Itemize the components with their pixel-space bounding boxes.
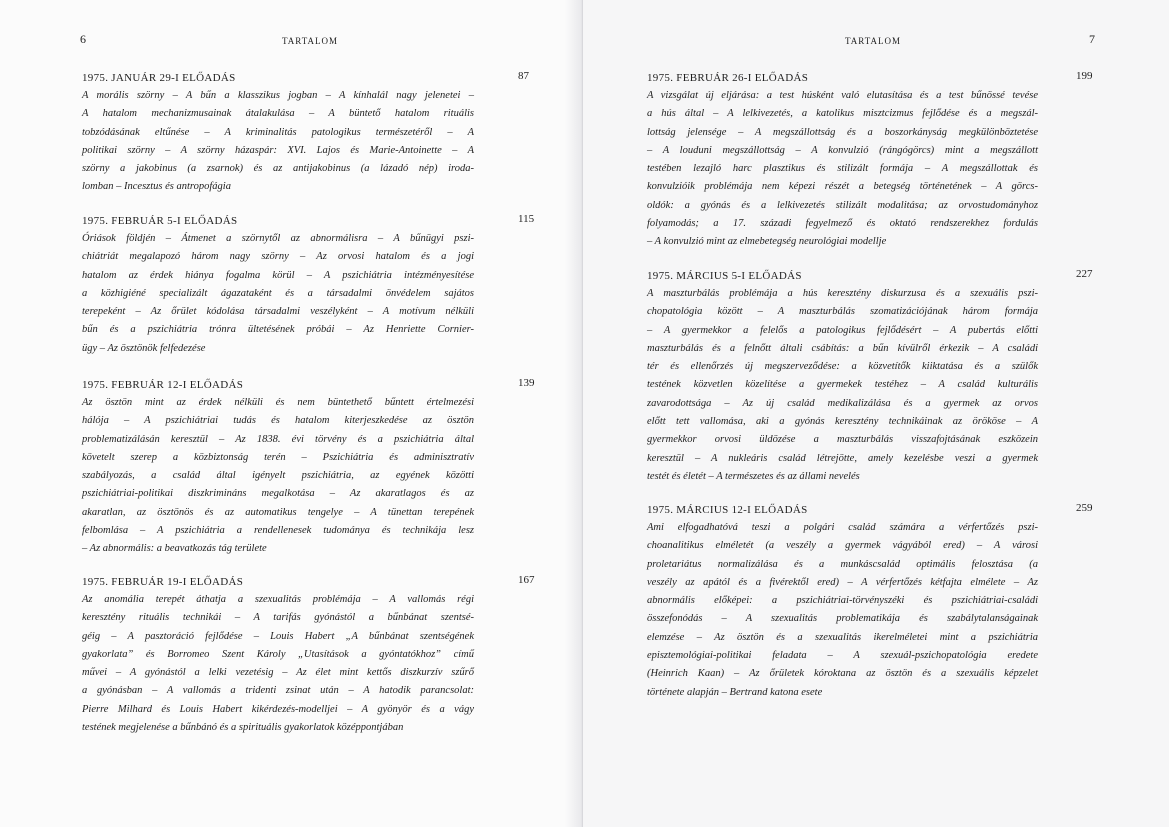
summary-line: tér és ellenőrzés új megszerveződése: a közvetítők kiiktatása és a szülők <box>647 361 1038 373</box>
entry-heading: 1975. MÁRCIUS 12-I ELŐADÁS <box>647 504 808 516</box>
toc-entry <box>647 502 1093 702</box>
summary-line: Az ösztön mint az érdek nélküli és nem büntethető bűntett értelmezési <box>82 397 474 408</box>
summary-line: felbomlása – A pszichiátria a rendellenesek tudománya és technikája lesz <box>82 525 474 537</box>
summary-line: ügy – Az ösztönök felfedezése <box>82 342 206 354</box>
entry-heading: 1975. FEBRUÁR 12-I ELŐADÁS <box>82 379 244 391</box>
summary-line: pszichiátriai-politikai diszkrimináns megalkotása – Az akaratlagos és az <box>82 488 474 500</box>
summary-line: Az anomália terepét áthatja a szexualitás problémája – A vallomás régi <box>82 594 474 605</box>
summary-line: chopatológia között – A maszturbálás szomatizációjának három formája <box>647 306 1038 318</box>
summary-line: keresztény rituális technikái – A tarifás gyónástól a bűnbánat szentsé- <box>82 612 474 624</box>
summary-line: akaratlan, az ösztönös és az automatikus tengelye – A tünettan terepének <box>82 506 474 518</box>
toc-entry <box>82 70 529 197</box>
right-page-number: 7 <box>1089 32 1095 46</box>
summary-line: testében lezajló harc plasztikus és stilizált formája – A megszállottak és <box>647 163 1038 175</box>
summary-line: története alapján – Bertrand katona esete <box>647 686 823 698</box>
summary-line: veszély az apától és a fivérektől ered) – A vérfertőzés kétfajta elmélete – Az <box>647 576 1038 588</box>
toc-entry <box>82 574 535 737</box>
summary-line: a gyónásban – A vallomás a tridenti zsinat után – A hatodik parancsolat: <box>82 685 474 697</box>
summary-line: problematizálásán keresztül – Az 1838. évi törvény és a pszichiátria által <box>82 433 474 445</box>
summary-line: A maszturbálás problémája a hús keresztény diskurzusa és a szexuális pszi- <box>647 288 1038 299</box>
summary-line: chiátriát megalapozó három nagy szörny – Az orvosi hatalom és a jogi <box>82 251 474 263</box>
summary-line: maszturbálás és a felnőtt általi csábítás: a bűn kívülről érkezik – A családi <box>647 342 1038 354</box>
summary-line: abnormális előképei: a pszichiátriai-törvényszéki és pszichiátriai-családi <box>647 595 1038 607</box>
entry-page-number: 139 <box>518 377 535 389</box>
summary-line: testének közvetlen közelítése a gyermekek testéhez – A család kulturális <box>647 379 1038 391</box>
summary-line: terepeként – Az őrület kódolása társadalmi veszélyként – A motívum nélküli <box>82 306 474 318</box>
entry-page-number: 167 <box>518 574 535 586</box>
summary-line: folyamodás; a 17. századi fegyelmező és oktató rendszerekhez fordulás <box>647 218 1038 230</box>
toc-entry <box>647 70 1093 252</box>
left-running-head: TARTALOM <box>282 36 339 46</box>
summary-line: A morális szörny – A bűn a klasszikus jogban – A kínhalál nagy jelenetei – <box>82 90 474 101</box>
entry-summary <box>647 285 1038 486</box>
summary-line: – Az abnormális: a beavatkozás tág területe <box>82 543 267 555</box>
summary-line: a közhigiéné specializált ágazataként és a társadalmi önvédelem sajátos <box>82 287 474 299</box>
summary-line: testének megjelenése a bűnbánó és a spirituális gyakorlatok középpontjában <box>82 722 404 734</box>
summary-line: szörny a jakobinus (a zsarnok) és az antijakobinus (a lázadó nép) iroda- <box>82 163 474 175</box>
summary-line: – A konvulzió mint az elmebetegség neurológiai modellje <box>647 236 887 248</box>
summary-line: konvulzióik problémája nem képezi részét a betegség történetének – A görcs- <box>647 181 1038 193</box>
entry-summary <box>82 591 474 737</box>
summary-line: keresztül – A nukleáris család létrejötte, amely kezelésbe veszi a gyermek <box>647 452 1038 464</box>
entry-heading: 1975. MÁRCIUS 5-I ELŐADÁS <box>647 270 802 282</box>
entry-heading: 1975. JANUÁR 29-I ELŐADÁS <box>82 72 236 84</box>
summary-line: követelt szerep a közbiztonság terén – Pszichiátria és adminisztratív <box>82 451 474 463</box>
summary-line: a hús által – A lelkivezetés, a katolikus misztcizmus fejlődése és a megszál- <box>647 108 1038 120</box>
summary-line: szabályozás, a család által igényelt pszichiátria, az egyének közötti <box>82 470 474 482</box>
entry-heading: 1975. FEBRUÁR 26-I ELŐADÁS <box>647 72 809 84</box>
summary-line: politikai szörny – A szörny házaspár: XVI. Lajos és Marie-Antoinette – A <box>82 144 474 156</box>
entry-summary <box>82 394 474 559</box>
summary-line: gyakorlata” és Borromeo Szent Károly „Utasítások a gyóntatókhoz” című <box>82 648 474 660</box>
entry-page-number: 259 <box>1076 502 1093 514</box>
summary-line: előtt tett vallomása, aki a gyónás keresztény technikáinak az örököse – A <box>647 416 1038 428</box>
summary-line: oldók: a gyónás és a lelkivezetés stilizált modalitása; az orvostudományhoz <box>647 199 1038 211</box>
entry-page-number: 87 <box>518 70 529 82</box>
summary-line: choanalitikus elméletét (a veszély a gyermek vágyából ered) – A városi <box>647 540 1038 552</box>
summary-line: zavarodottsága – Az új család medikalizálása és a gyermek az orvos <box>647 397 1038 409</box>
entry-summary <box>82 230 474 358</box>
summary-line: A hatalom mechanizmusainak átalakulása – A büntető hatalom rituális <box>82 108 474 120</box>
entry-summary <box>82 87 474 197</box>
summary-line: Pierre Milhard és Louis Habert kikérdezés-modelljei – A gyönyör és a vágy <box>82 703 474 715</box>
entry-page-number: 227 <box>1076 268 1093 280</box>
summary-line: (Heinrich Kaan) – Az őrületek kóroktana az ösztön és a szexuális képzelet <box>647 668 1038 680</box>
entry-page-number: 115 <box>518 213 535 225</box>
summary-line: proletariátus normalizálása és a munkáscsalád optimális felosztása (a <box>647 558 1038 570</box>
entry-page-number: 199 <box>1076 70 1093 82</box>
toc-entry <box>82 213 535 358</box>
summary-line: művei – A gyónástól a lelki vezetésig – Az élet mint kettős diszkurzív szűrő <box>82 667 474 679</box>
summary-line: elemzése – Az ösztön és a szexualitás ikerelméletei mint a pszichiátria <box>647 631 1038 643</box>
entry-heading: 1975. FEBRUÁR 5-I ELŐADÁS <box>82 215 238 227</box>
toc-entry <box>647 268 1093 486</box>
left-page <box>0 0 583 827</box>
summary-line: episztemológiai-politikai feladata – A szexuál-pszichopatológia eredete <box>647 650 1038 662</box>
summary-line: lottság jelensége – A megszállottság és a boszorkányság megkülönböztetése <box>647 126 1038 138</box>
entry-summary <box>647 519 1038 702</box>
summary-line: bűn és a pszichiátria trónra ültetésének próbái – Az Henriette Cornier- <box>82 324 474 336</box>
summary-line: Óriások földjén – Átmenet a szörnytől az abnormálisra – A bűnügyi pszi- <box>82 233 474 244</box>
summary-line: hálója – A pszichiátriai tudás és hatalom kiterjeszkedése az ösztön <box>82 415 474 427</box>
summary-line: A vizsgálat új eljárása: a test húsként való elutasítása és a test bűnössé tevése <box>647 90 1038 101</box>
summary-line: – A gyermekkor a felelős a patologikus fejlődésért – A pubertás előtti <box>647 324 1038 336</box>
summary-line: hatalom az érdek hiánya fogalma körül – A pszichiátria intézményesítése <box>82 269 474 281</box>
entry-heading: 1975. FEBRUÁR 19-I ELŐADÁS <box>82 576 244 588</box>
summary-line: lomban – Incesztus és antropofágia <box>82 181 231 193</box>
right-running-head: TARTALOM <box>845 36 902 46</box>
summary-line: géig – A pasztoráció fejlődése – Louis Habert „A bűnbánat szentségének <box>82 630 474 642</box>
left-page-number: 6 <box>80 32 86 46</box>
summary-line: testét és életét – A természetes és az állami nevelés <box>647 470 860 482</box>
entry-summary <box>647 87 1038 252</box>
summary-line: összefonódás – A szexualitás problematikája és szabálytalanságainak <box>647 613 1038 625</box>
summary-line: tobzódásának eltűnése – A kriminalitás patologikus természetéről – A <box>82 126 474 138</box>
summary-line: gyermekkor orvosi üldözése a maszturbálás visszafojtásának eszközein <box>647 434 1038 446</box>
toc-entry <box>82 377 535 559</box>
summary-line: Ami elfogadhatóvá teszi a polgári család számára a vérfertőzés pszi- <box>647 522 1038 533</box>
summary-line: – A louduni megszállottság – A konvulzió (rángógörcs) mint a megszállott <box>647 144 1038 156</box>
right-page <box>583 0 1169 827</box>
